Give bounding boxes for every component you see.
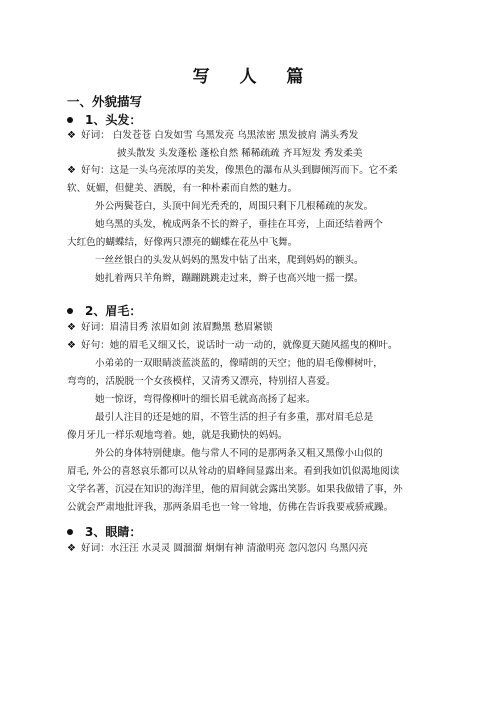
paragraph-line: 一丝丝银白的头发从妈妈的黑发中钻了出来，爬到妈妈的额头。 (95, 255, 364, 266)
paragraph-line: 她一惊讶，弯得像柳叶的细长眉毛就高高扬了起来。 (95, 394, 316, 405)
hair-heading: 1、头发： (67, 111, 141, 128)
diamond-bullet-icon: ❖ (67, 543, 76, 554)
diamond-bullet-icon: ❖ (67, 165, 76, 176)
brow-good-sentence: ❖ 好句：她的眉毛又细又长，说话时一动一动的，就像夏天随风摇曳的柳叶。 (67, 340, 398, 351)
bullet-icon (67, 117, 73, 123)
paragraph-line: 小弟弟的一双眼睛淡蓝淡蓝的，像晴朗的天空；他的眉毛像柳树叶， (95, 358, 383, 369)
eyes-heading: 3、眼睛： (67, 523, 141, 540)
paragraph-line: 大红色的蝴蝶结，好像两只漂亮的蝴蝶在花丛中飞舞。 (67, 237, 298, 248)
paragraph-line: 眉毛, 外公的喜怒哀乐都可以从耸动的眉峰间显露出来。看到我如饥似渴地阅读 (67, 466, 400, 477)
paragraph-line: 外公两鬓苍白，头顶中间光秃秃的，周围只剩下几根稀疏的灰发。 (95, 201, 374, 212)
bullet-icon (67, 529, 73, 535)
hair-good-words-cont: 披头散发 头发蓬松 蓬松自然 稀稀疏疏 齐耳短发 秀发柔美 (117, 148, 363, 159)
paragraph-line: 弯弯的，活脱脱一个女孩模样，又清秀又漂亮，特别招人喜爱。 (67, 376, 336, 387)
hair-good-words: ❖ 好词： 白发苍苍 白发如雪 乌黑发亮 乌黑浓密 黑发披肩 满头秀发 (67, 130, 359, 141)
bullet-icon (67, 308, 73, 314)
eyes-good-words: ❖ 好词：水汪汪 水灵灵 圆溜溜 炯炯有神 清澈明亮 忽闪忽闪 乌黑闪亮 (67, 543, 368, 554)
hair-good-sentence: ❖ 好句：这是一头乌亮浓厚的美发，像黑色的瀑布从头到脚倾泻而下。它不柔 (67, 165, 398, 176)
paragraph-line: 她乌黑的头发，梳成两条不长的辫子，垂挂在耳旁，上面还结着两个 (95, 219, 383, 230)
diamond-bullet-icon: ❖ (67, 340, 76, 351)
paragraph-line: 像月牙儿一样乐观地弯着。她，就是我勤快的妈妈。 (67, 430, 288, 441)
brow-good-words: ❖ 好词：眉清目秀 浓眉如剑 浓眉黝黑 愁眉紧锁 (67, 322, 273, 333)
paragraph-line: 最引人注目的还是她的眉，不管生活的担子有多重，那对眉毛总是 (95, 412, 374, 423)
diamond-bullet-icon: ❖ (67, 130, 76, 141)
paragraph-line: 她扎着两只羊角辫，蹦蹦跳跳走过来，辫子也高兴地一摇一摆。 (95, 273, 364, 284)
brow-heading: 2、眉毛： (67, 302, 141, 319)
diamond-bullet-icon: ❖ (67, 322, 76, 333)
paragraph-line: 外公的身体特别健康。他与常人不同的是那两条又粗又黑像小山似的 (95, 448, 383, 459)
paragraph-line: 软、妩媚，但健美、洒脱，有一种朴素而自然的魅力。 (67, 183, 298, 194)
section-heading: 一、外貌描写 (67, 94, 143, 109)
paragraph-line: 文学名著，沉浸在知识的海洋里，他的眉间就会露出笑影。如果我做错了事，外 (67, 484, 403, 495)
page-title: 写 人 篇 (192, 67, 316, 87)
paragraph-line: 公就会严肃地批评我，那两条眉毛也一耸一耸地，仿佛在告诉我要戒骄戒躁。 (67, 502, 394, 513)
